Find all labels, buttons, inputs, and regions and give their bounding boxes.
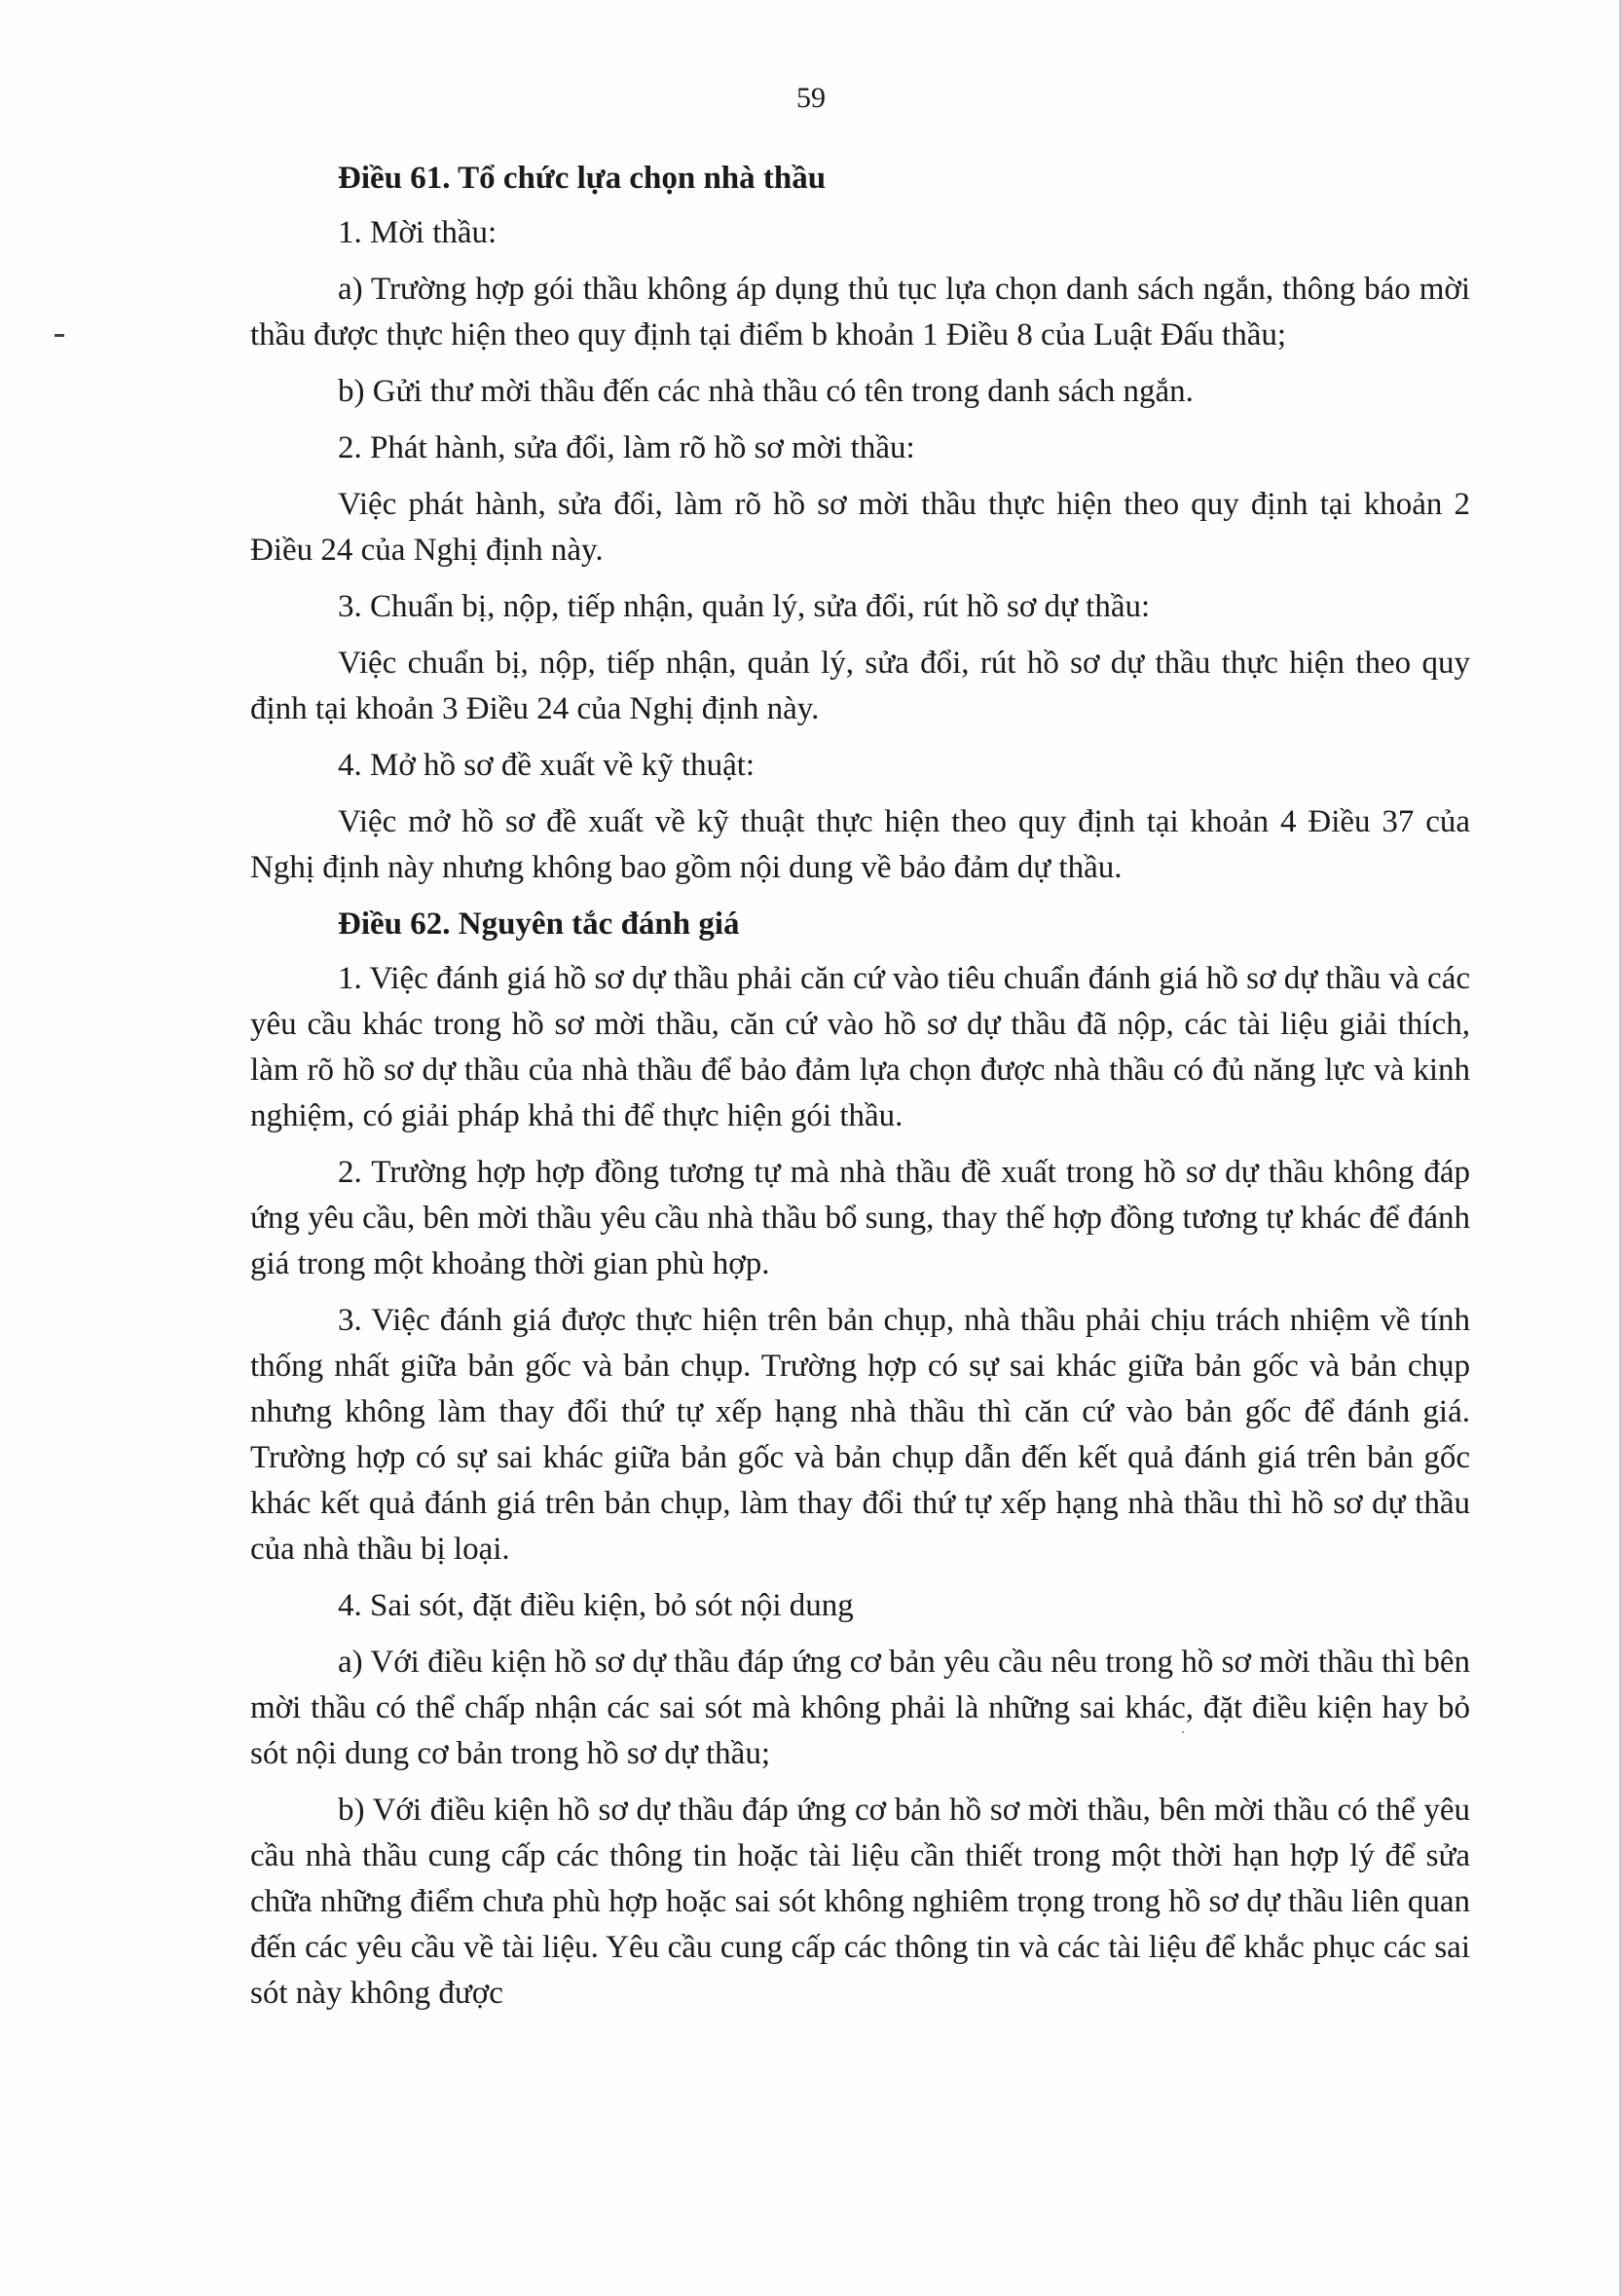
clause-3: 3. Chuẩn bị, nộp, tiếp nhận, quản lý, sửa đổi, rút hồ sơ dự thầu: <box>338 589 1151 624</box>
article-62-clause-3: 3. Việc đánh giá được thực hiện trên bản chụp, nhà thầu phải chịu trách nhiệm về tính thống nhất giữa bản gốc và bản chụp. Trường hợp có sự sai khác giữa bản gốc và bản chụp nhưng không làm thay đổi thứ tự xếp hạng nhà thầu thì căn cứ vào bản gốc để đánh giá. Trường hợp có sự sai khác giữa bản gốc và bản chụp dẫn đến kết quả đánh giá trên bản gốc khác kết quả đánh giá trên bản chụp, làm thay đổi thứ tự xếp hạng nhà thầu thì hồ sơ dự thầu của nhà thầu bị loại. <box>250 1303 1470 1567</box>
clause-2: 2. Phát hành, sửa đổi, làm rõ hồ sơ mời thầu: <box>338 430 915 465</box>
article-62-clause-1: 1. Việc đánh giá hồ sơ dự thầu phải căn cứ vào tiêu chuẩn đánh giá hồ sơ dự thầu và các yêu cầu khác trong hồ sơ mời thầu, căn cứ vào hồ sơ dự thầu đã nộp, các tài liệu giải thích, làm rõ hồ sơ dự thầu của nhà thầu để bảo đảm lựa chọn được nhà thầu có đủ năng lực và kinh nghiệm, có giải pháp khả thi để thực hiện gói thầu. <box>250 961 1470 1133</box>
article-62-clause-4-a: a) Với điều kiện hồ sơ dự thầu đáp ứng cơ bản yêu cầu nêu trong hồ sơ mời thầu thì bên mời thầu có thể chấp nhận các sai sót mà không phải là những sai khác, đặt điều kiện hay bỏ sót nội dung cơ bản trong hồ sơ dự thầu; <box>250 1645 1470 1771</box>
clause-1: 1. Mời thầu: <box>338 215 498 250</box>
clause-1-b: b) Gửi thư mời thầu đến các nhà thầu có tên trong danh sách ngắn. <box>338 374 1194 409</box>
clause-2-body: Việc phát hành, sửa đổi, làm rõ hồ sơ mời thầu thực hiện theo quy định tại khoản 2 Điều 24 của Nghị định này. <box>250 487 1470 568</box>
article-heading-62: Điều 62. Nguyên tắc đánh giá <box>338 907 740 942</box>
article-62-clause-4: 4. Sai sót, đặt điều kiện, bỏ sót nội dung <box>338 1588 854 1623</box>
page-number: 59 <box>796 82 826 114</box>
document-body <box>250 156 1470 2027</box>
article-62-clause-2: 2. Trường hợp hợp đồng tương tự mà nhà thầu đề xuất trong hồ sơ dự thầu không đáp ứng yêu cầu, bên mời thầu yêu cầu nhà thầu bổ sung, thay thế hợp đồng tương tự khác để đánh giá trong một khoảng thời gian phù hợp. <box>250 1155 1470 1281</box>
clause-4: 4. Mở hồ sơ đề xuất về kỹ thuật: <box>338 748 756 783</box>
clause-1-a: a) Trường hợp gói thầu không áp dụng thủ tục lựa chọn danh sách ngắn, thông báo mời thầu được thực hiện theo quy định tại điểm b khoản 1 Điều 8 của Luật Đấu thầu; <box>250 272 1470 352</box>
clause-3-body: Việc chuẩn bị, nộp, tiếp nhận, quản lý, sửa đổi, rút hồ sơ dự thầu thực hiện theo quy định tại khoản 3 Điều 24 của Nghị định này. <box>250 646 1470 726</box>
scan-mark <box>55 334 64 337</box>
article-62-clause-4-b: b) Với điều kiện hồ sơ dự thầu đáp ứng cơ bản hồ sơ mời thầu, bên mời thầu có thể yêu cầu nhà thầu cung cấp các thông tin hoặc tài liệu cần thiết trong một thời hạn hợp lý để sửa chữa những điểm chưa phù hợp hoặc sai sót không nghiêm trọng trong hồ sơ dự thầu liên quan đến các yêu cầu về tài liệu. Yêu cầu cung cấp các thông tin và các tài liệu để khắc phục các sai sót này không được <box>250 1793 1470 2011</box>
clause-4-body: Việc mở hồ sơ đề xuất về kỹ thuật thực hiện theo quy định tại khoản 4 Điều 37 của Nghị định này nhưng không bao gồm nội dung về bảo đảm dự thầu. <box>250 804 1470 885</box>
article-heading-61: Điều 61. Tổ chức lựa chọn nhà thầu <box>338 161 827 196</box>
